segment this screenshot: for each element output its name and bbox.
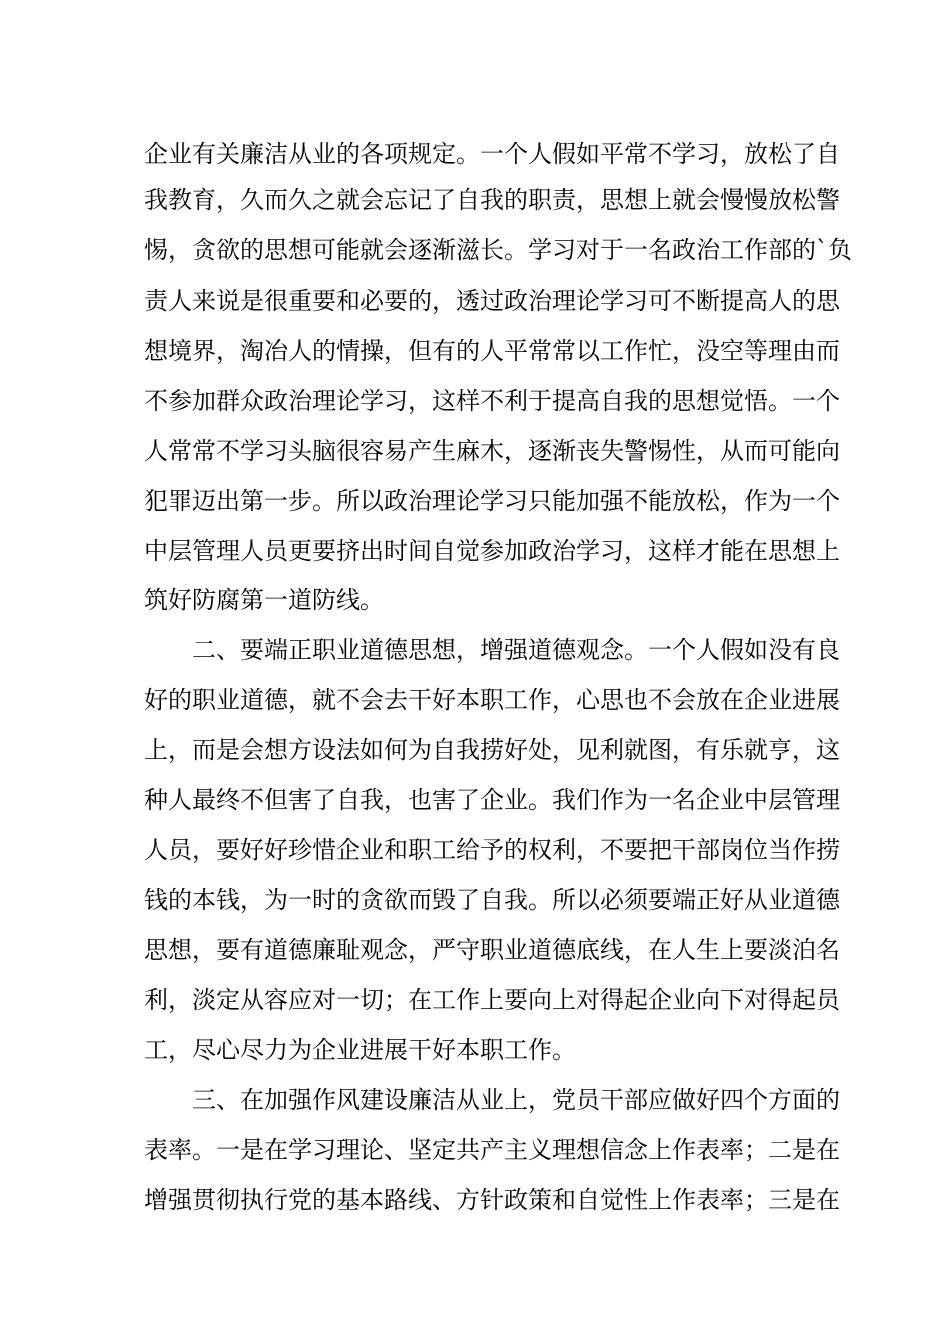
text-line: 好的职业道德，就不会去干好本职工作，心思也不会放在企业进展: [144, 686, 840, 714]
text-line: 利，淡定从容应对一切；在工作上要向上对得起企业向下对得起员: [144, 986, 840, 1014]
text-line: 犯罪迈出第一步。所以政治理论学习只能加强不能放松，作为一个: [144, 487, 840, 515]
text-line: 想境界，淘冶人的情操，但有的人平常常以工作忙，没空等理由而: [144, 337, 840, 365]
text-line: 表率。一是在学习理论、坚定共产主义理想信念上作表率；二是在: [144, 1136, 840, 1164]
text-line: 钱的本钱，为一时的贪欲而毁了自我。所以必须要端正好从业道德: [144, 886, 840, 914]
text-line: 思想，要有道德廉耻观念，严守职业道德底线，在人生上要淡泊名: [144, 936, 840, 964]
text-line: 人员，要好好珍惜企业和职工给予的权利，不要把干部岗位当作捞: [144, 836, 840, 864]
paragraph-first-line: 二、要端正职业道德思想，增强道德观念。一个人假如没有良: [192, 636, 840, 664]
paragraph-first-line: 三、在加强作风建设廉洁从业上，党员干部应做好四个方面的: [192, 1086, 840, 1114]
text-line: 增强贯彻执行党的基本路线、方针政策和自觉性上作表率；三是在: [144, 1186, 840, 1214]
text-line: 企业有关廉洁从业的各项规定。一个人假如平常不学习，放松了自: [144, 140, 840, 168]
text-line: 不参加群众政治理论学习，这样不利于提高自我的思想觉悟。一个: [144, 387, 840, 415]
text-line: 我教育，久而久之就会忘记了自我的职责，思想上就会慢慢放松警: [144, 186, 840, 214]
text-line: 种人最终不但害了自我，也害了企业。我们作为一名企业中层管理: [144, 786, 840, 814]
text-line: 责人来说是很重要和必要的，透过政治理论学习可不断提高人的思: [144, 287, 840, 315]
text-line: 筑好防腐第一道防线。: [144, 586, 384, 614]
text-line: 惕，贪欲的思想可能就会逐渐滋长。学习对于一名政治工作部的`负: [144, 236, 852, 264]
text-line: 中层管理人员更要挤出时间自觉参加政治学习，这样才能在思想上: [144, 537, 840, 565]
text-line: 工，尽心尽力为企业进展干好本职工作。: [144, 1036, 576, 1064]
text-line: 人常常不学习头脑很容易产生麻木，逐渐丧失警惕性，从而可能向: [144, 437, 840, 465]
text-line: 上，而是会想方设法如何为自我捞好处，见利就图，有乐就亨，这: [144, 736, 840, 764]
